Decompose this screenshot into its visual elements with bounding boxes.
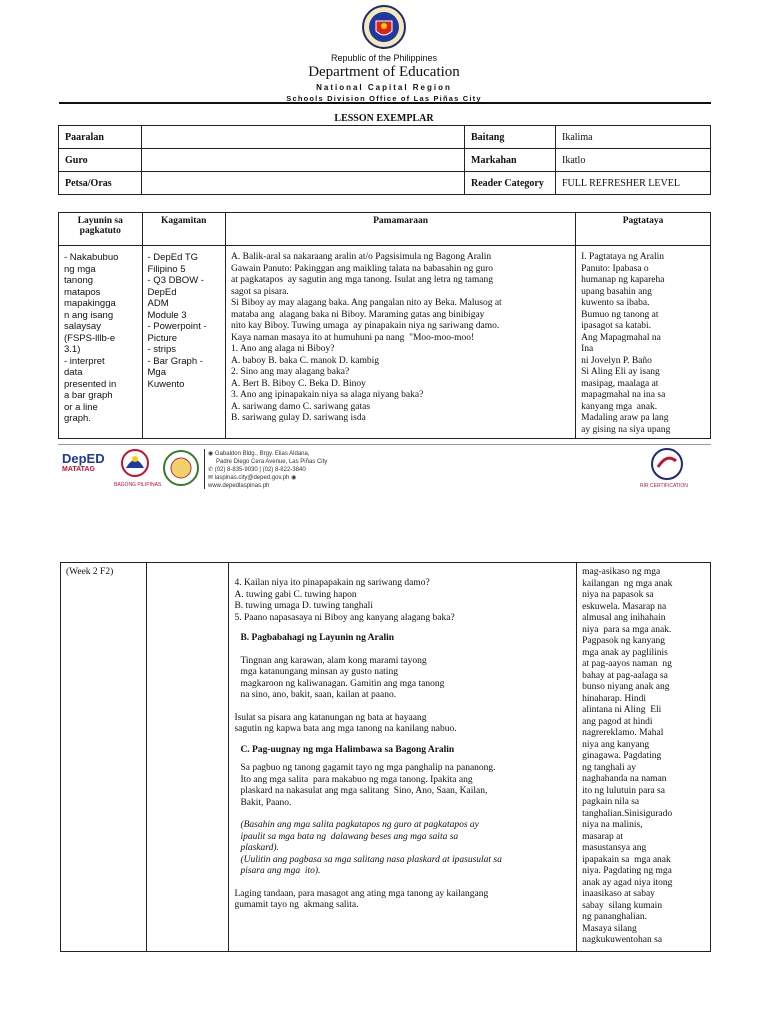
pagtataya-line: ipapakain sa mga anak bbox=[582, 854, 671, 865]
header-pamamaraan: Pamamaraan bbox=[226, 213, 576, 246]
kagamitan-line: - Bar Graph - bbox=[147, 355, 203, 367]
location-icon: ◉ bbox=[208, 451, 215, 457]
region-name: National Capital Region bbox=[316, 83, 452, 92]
pamamaraan-line: at pagkatapos ay sagutin ang mga tanong. Isulat ang letra ng tamang bbox=[231, 275, 493, 285]
pamamaraan-line: 1. Ano ang alaga ni Biboy? bbox=[231, 344, 335, 354]
email-line: ✉ laspinas.city@deped.gov.ph ◉ www.depedlaspinas.ph bbox=[208, 475, 297, 489]
baitang-value: Ikalima bbox=[556, 126, 711, 149]
pagtataya-line: Ang Mapagmahal na bbox=[581, 332, 661, 343]
footer-separator bbox=[204, 449, 206, 489]
pagtataya-line: ay gising na siya upang bbox=[581, 424, 671, 435]
globe-icon: ◉ bbox=[291, 475, 297, 481]
pagtataya-line: bunso niyang anak ang bbox=[582, 682, 670, 692]
pagtataya-line: Pagpasok ng kanyang bbox=[582, 636, 665, 646]
pagtataya-line: kailangan ng mga anak bbox=[582, 578, 673, 589]
petsa-label: Petsa/Oras bbox=[59, 172, 142, 195]
layunin-cell bbox=[59, 246, 143, 439]
pagtataya-line: at pag-aayos naman ng bbox=[582, 659, 672, 669]
layunin-line: mapakingga bbox=[64, 298, 116, 309]
markahan-value: Ikatlo bbox=[556, 149, 711, 172]
instruction-line: (Uulitin ang pagbasa sa mga salitang nasa plaskard at ipasusulat sa bbox=[240, 854, 502, 865]
layunin-line: tanong bbox=[64, 275, 94, 286]
pamamaraan-line: 2. Sino ang may alagang baka? bbox=[231, 367, 350, 377]
layunin-line: - interpret bbox=[64, 355, 105, 367]
instruction-line: (Basahin ang mga salita pagkatapos ng guro at pagkatapos ay bbox=[240, 820, 479, 830]
paragraph-line: na sino, ano, bakit, saan, kailan at paano. bbox=[240, 690, 397, 700]
kagamitan-line: Mga bbox=[147, 367, 166, 378]
pagtataya-line: Madaling araw pa lang bbox=[581, 413, 669, 423]
layunin-line: matapos bbox=[64, 286, 101, 298]
pamamaraan-cell bbox=[226, 246, 576, 439]
rir-certification-logo bbox=[650, 447, 684, 481]
header-divider bbox=[59, 102, 711, 104]
pamamaraan-cell-2 bbox=[229, 563, 577, 952]
pagtataya-line: pagkain nila sa bbox=[582, 797, 640, 807]
kagamitan-line: Picture bbox=[147, 332, 178, 344]
layunin-line: n ang isang bbox=[64, 309, 114, 321]
pamamaraan-line: sagot sa pisara. bbox=[231, 286, 289, 297]
pagtataya-line: ng pananghalian. bbox=[582, 912, 648, 922]
kagamitan-cell bbox=[142, 246, 226, 439]
layunin-line: presented in bbox=[64, 378, 117, 390]
layunin-line: graph. bbox=[64, 413, 91, 424]
header-kagamitan: Kagamitan bbox=[142, 213, 226, 246]
paragraph-line: Sa pagbuo ng tanong gagamit tayo ng mga panghalip na pananong. bbox=[240, 763, 496, 773]
pamamaraan-line: 3. Ano ang ipinapakain niya sa alaga niyang baka? bbox=[231, 390, 424, 400]
address-line-1: ◉ Gabaldon Bldg., Brgy. Elias Aldana, bbox=[208, 451, 310, 457]
pagtataya-line: alintana ni Aling Eli bbox=[582, 705, 662, 715]
pagtataya-line: nagkukuwentohan sa bbox=[582, 935, 663, 945]
rir-certification-text: RIR CERTIFICATION bbox=[640, 483, 688, 489]
division-name: Schools Division Office of Las Piñas City bbox=[286, 94, 482, 103]
layunin-line: - Nakabubuo bbox=[64, 252, 119, 263]
paragraph-line: mga katanungang minsan ay gusto nating bbox=[240, 667, 398, 677]
layunin-line: (FSPS-lllb-e bbox=[64, 332, 116, 344]
guro-label: Guro bbox=[59, 149, 142, 172]
layunin-line: a bar graph bbox=[64, 390, 113, 401]
pamamaraan-line: A. Balik-aral sa nakaraang aralin at/o Pagsisimula ng Bagong Aralin bbox=[231, 252, 492, 262]
pagtataya-line: humanap ng kapareha bbox=[581, 275, 665, 285]
guro-value bbox=[142, 149, 465, 172]
pamamaraan-line: Si Biboy ay may alagang baka. Ang pangalan nito ay Beka. Malusog at bbox=[231, 298, 502, 308]
pagtataya-line: Masaya silang bbox=[582, 923, 637, 934]
pagtataya-line: ng tanghali ay bbox=[582, 762, 636, 773]
page-footer bbox=[58, 444, 711, 493]
phone-line: ✆ (02) 8-835-9030 | (02) 8-822-3840 bbox=[208, 467, 306, 473]
markahan-label: Markahan bbox=[465, 149, 556, 172]
lesson-table-continued bbox=[60, 562, 711, 952]
pagtataya-line: almusal ang inihahain bbox=[582, 613, 666, 623]
kagamitan-line: ADM bbox=[147, 298, 169, 309]
question-line: B. tuwing umaga D. tuwing tanghali bbox=[234, 601, 373, 611]
pagtataya-line: tanghalian.Sinisigurado bbox=[582, 808, 673, 819]
info-table bbox=[58, 125, 711, 195]
kagamitan-line: Filipino 5 bbox=[147, 263, 186, 275]
baitang-label: Baitang bbox=[465, 126, 556, 149]
question-line: 4. Kailan niya ito pinapapakain ng sariwang damo? bbox=[234, 578, 430, 588]
kagamitan-line: Module 3 bbox=[147, 309, 187, 321]
lesson-table bbox=[58, 212, 711, 439]
bagong-pilipinas-text: BAGONG PILIPINAS bbox=[114, 482, 162, 488]
paaralan-label: Paaralan bbox=[59, 126, 142, 149]
pagtataya-line: kanyang mga anak. bbox=[581, 401, 658, 412]
division-seal-logo bbox=[162, 449, 200, 487]
pagtataya-line: kuwento sa ibaba. bbox=[581, 298, 650, 308]
petsa-value bbox=[142, 172, 465, 195]
kagamitan-line: - Q3 DBOW - bbox=[147, 275, 204, 286]
kagamitan-line: - DepEd TG bbox=[147, 252, 199, 263]
paragraph-line: plaskard na nakasulat ang mga salitang Sino, Ano, Saan, Kailan, bbox=[240, 786, 488, 796]
pagtataya-line: masarap at bbox=[582, 831, 624, 842]
pamamaraan-line: Gawain Panuto: Pakinggan ang maikling talata na babasahin ng guro bbox=[231, 263, 493, 274]
pagtataya-line: ni Jovelyn P. Baño bbox=[581, 355, 652, 366]
pagtataya-line: masipag, maalaga at bbox=[581, 378, 659, 389]
paaralan-value bbox=[142, 126, 465, 149]
pagtataya-line: masustansya ang bbox=[582, 843, 647, 853]
week-label: (Week 2 F2) bbox=[66, 567, 114, 577]
pagtataya-line: Panuto: Ipabasa o bbox=[581, 263, 649, 274]
kagamitan-line: - Powerpoint - bbox=[147, 321, 207, 332]
kagamitan-line: DepEd bbox=[147, 286, 177, 298]
instruction-line: ipaulit sa mga bata ng dalawang beses ang mga saita sa bbox=[240, 831, 459, 842]
pamamaraan-line: A. baboy B. baka C. manok D. kambig bbox=[231, 355, 380, 366]
kagamitan-line: Kuwento bbox=[147, 378, 185, 390]
pagtataya-line: Si Aling Eli ay isang bbox=[581, 367, 660, 377]
paragraph-line: Laging tandaan, para masagot ang ating mga tanong ay kailangang bbox=[234, 888, 489, 899]
pagtataya-line: bahay at pag-aalaga sa bbox=[582, 670, 668, 681]
pagtataya-line: Ina bbox=[581, 344, 594, 354]
pagtataya-line: upang basahin ang bbox=[581, 286, 652, 297]
phone-icon: ✆ bbox=[208, 467, 215, 473]
pagtataya-line: ginagawa. Pagdating bbox=[582, 751, 662, 761]
bagong-pilipinas-logo bbox=[120, 448, 150, 480]
pagtataya-line: nagrereklamo. Mahal bbox=[582, 728, 664, 738]
pamamaraan-line: A. Bert B. Biboy C. Beka D. Binoy bbox=[231, 378, 366, 389]
layunin-line: 3.1) bbox=[64, 344, 81, 355]
pagtataya-line: eskuwela. Masarap na bbox=[582, 601, 667, 612]
header-layunin: Layunin sa pagkatuto bbox=[59, 213, 143, 246]
pagtataya-line: mag-asikaso ng mga bbox=[582, 567, 661, 577]
layunin-line: data bbox=[64, 367, 83, 378]
address-line-2: Padre Diego Cera Avenue, Las Piñas City bbox=[216, 459, 328, 465]
pagtataya-line: niya na malinis, bbox=[582, 820, 643, 830]
reader-category-value: FULL REFRESHER LEVEL bbox=[556, 172, 711, 195]
pagtataya-line: mga anak ay paglilinis bbox=[582, 647, 668, 658]
paragraph-line: Isulat sa pisara ang katanungan ng bata at hayaang bbox=[234, 712, 427, 723]
pagtataya-line: Bumuo ng tanong at bbox=[581, 309, 659, 320]
pagtataya-line: ipasagot sa katabi. bbox=[581, 321, 652, 331]
pagtataya-line: mapagmahal na ina sa bbox=[581, 390, 666, 400]
pagtataya-line: inaasikaso at sabay bbox=[582, 889, 655, 899]
pamamaraan-line: B. sariwang gulay D. sariwang isda bbox=[231, 413, 366, 423]
paragraph-line: Bakit, Paano. bbox=[240, 797, 292, 808]
question-line: 5. Paano napasasaya ni Biboy ang kanyang alagang baka? bbox=[234, 612, 455, 623]
paragraph-line: Tingnan ang karawan, alam kong marami tayong bbox=[240, 655, 427, 666]
pagtataya-line: sabay silang kumain bbox=[582, 900, 663, 911]
pamamaraan-line: nito kay Biboy. Tuwing umaga ay pinapakain niya ng sariwang damo. bbox=[231, 321, 500, 331]
pagtataya-cell bbox=[576, 246, 711, 439]
pamamaraan-line: mataba ang alagang baka ni Biboy. Maraming gatas ang binibigay bbox=[231, 309, 485, 320]
paragraph-line: sagutin ng kapwa bata ang mga tanong na kanilang nabuo. bbox=[234, 724, 457, 734]
pagtataya-line: niya ang kanyang bbox=[582, 739, 650, 750]
pagtataya-cell-2 bbox=[577, 563, 711, 952]
section-b-heading: B. Pagbabahagi ng Layunin ng Aralin bbox=[240, 633, 395, 643]
instruction-line: plaskard). bbox=[240, 843, 279, 853]
republic-line: Republic of the Philippines bbox=[330, 53, 438, 63]
contact-block bbox=[208, 450, 348, 490]
paragraph-line: Ito ang mga salita para makabuo ng mga tanong. Ipakita ang bbox=[240, 774, 473, 785]
deped-matatag-logo: DepED MATATAG bbox=[62, 451, 105, 473]
pagtataya-line: I. Pagtataya ng Aralin bbox=[581, 252, 664, 262]
kagamitan-cell-2 bbox=[146, 563, 229, 952]
instruction-line: pisara ang mga ito). bbox=[240, 866, 321, 876]
email-icon: ✉ bbox=[208, 475, 215, 481]
document-title: LESSON EXEMPLAR bbox=[334, 113, 434, 124]
header-pagtataya: Pagtataya bbox=[576, 213, 711, 246]
week-cell bbox=[61, 563, 147, 952]
layunin-line: salaysay bbox=[64, 321, 101, 332]
paragraph-line: gumamit tayo ng akmang salita. bbox=[234, 900, 359, 910]
pagtataya-line: niya para sa mga anak. bbox=[582, 624, 672, 635]
deped-seal-logo bbox=[362, 5, 406, 49]
section-c-heading: C. Pag-uugnay ng mga Halimbawa sa Bagong Aralin bbox=[240, 744, 455, 755]
question-line: A. tuwing gabi C. tuwing hapon bbox=[234, 589, 357, 600]
pagtataya-line: niya. Pagdating ng mga bbox=[582, 866, 672, 876]
pamamaraan-line: Kaya naman masaya ito at humuhuni pa nang "Moo-moo-moo! bbox=[231, 332, 475, 343]
pagtataya-line: ang pagod at hindi bbox=[582, 716, 653, 727]
pagtataya-line: niya na papasok sa bbox=[582, 590, 654, 600]
layunin-line: or a line bbox=[64, 401, 98, 413]
pagtataya-line: anak ay agad niya itong bbox=[582, 877, 673, 888]
layunin-line: ng mga bbox=[64, 263, 96, 275]
department-name: Department of Education bbox=[308, 64, 460, 80]
kagamitan-line: - strips bbox=[147, 344, 176, 355]
paragraph-line: magkaroon ng kaliwanagan. Gamitin ang mga tanong bbox=[240, 678, 445, 689]
pagtataya-line: ito ng lulutuin para sa bbox=[582, 785, 665, 796]
pamamaraan-line: A. sariwang damo C. sariwang gatas bbox=[231, 401, 371, 412]
reader-category-label: Reader Category bbox=[465, 172, 556, 195]
pagtataya-line: hinaharap. Hindi bbox=[582, 693, 646, 704]
pagtataya-line: naghahanda na naman bbox=[582, 774, 667, 784]
